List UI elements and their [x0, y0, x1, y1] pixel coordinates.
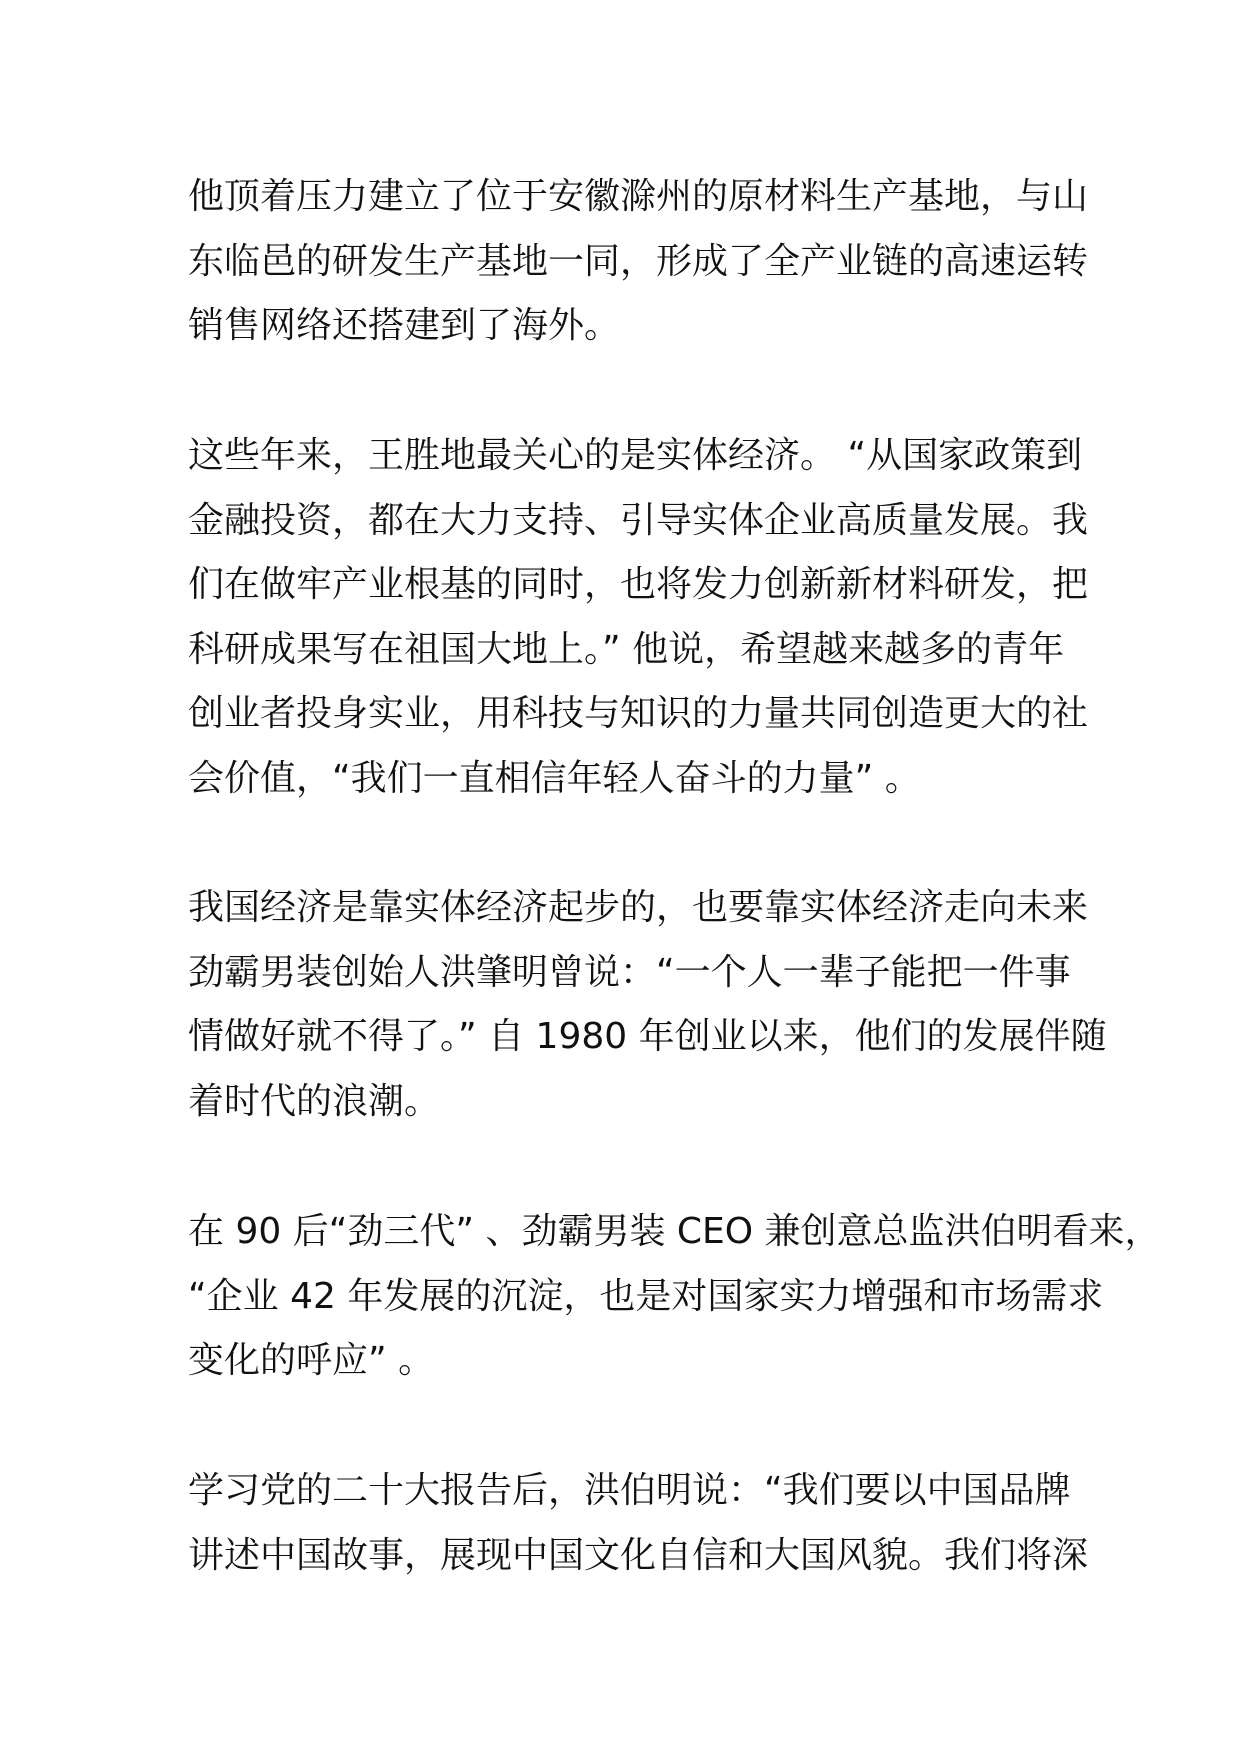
paragraph — [188, 876, 1107, 1134]
text-line: 情做好就不得了。” 自 1980 年创业以来，他们的发展伴随 — [188, 1016, 1107, 1057]
text-line: 东临邑的研发生产基地一同，形成了全产业链的高速运转 — [188, 240, 1089, 282]
text-line: 他顶着压力建立了位于安徽滁州的原材料生产基地，与山 — [188, 176, 1089, 217]
text-line: “企业 42 年发展的沉淀，也是对国家实力增强和市场需求 — [188, 1275, 1104, 1317]
text-line: 创业者投身实业，用科技与知识的力量共同创造更大的社 — [188, 693, 1089, 734]
paragraph — [188, 1200, 1161, 1394]
text-line: 讲述中国故事，展现中国文化自信和大国风貌。我们将深 — [188, 1534, 1089, 1576]
text-line: 金融投资，都在大力支持、引导实体企业高质量发展。我 — [188, 499, 1089, 541]
text-line: 着时代的浪潮。 — [188, 1080, 441, 1122]
text-line: 们在做牢产业根基的同时，也将发力创新新材料研发，把 — [188, 564, 1089, 605]
text-line: 科研成果写在祖国大地上。” 他说，希望越来越多的青年 — [188, 628, 1065, 670]
text-line: 学习党的二十大报告后，洪伯明说：“我们要以中国品牌 — [188, 1470, 1071, 1511]
paragraph — [188, 424, 1088, 811]
paragraph — [188, 165, 1088, 359]
text-line: 销售网络还搭建到了海外。 — [188, 305, 621, 346]
text-line: 这些年来，王胜地最关心的是实体经济。 “从国家政策到 — [188, 435, 1083, 476]
text-line: 变化的呼应” 。 — [188, 1340, 435, 1381]
text-line: 在 90 后“劲三代” 、劲霸男装 CEO 兼创意总监洪伯明看来， — [188, 1211, 1161, 1252]
text-line: 劲霸男装创始人洪肇明曾说：“一个人一辈子能把一件事 — [188, 951, 1071, 993]
text-line: 会价值，“我们一直相信年轻人奋斗的力量” 。 — [188, 757, 921, 799]
text-line: 我国经济是靠实体经济起步的，也要靠实体经济走向未来 — [188, 887, 1089, 928]
paragraph — [188, 1459, 1088, 1588]
